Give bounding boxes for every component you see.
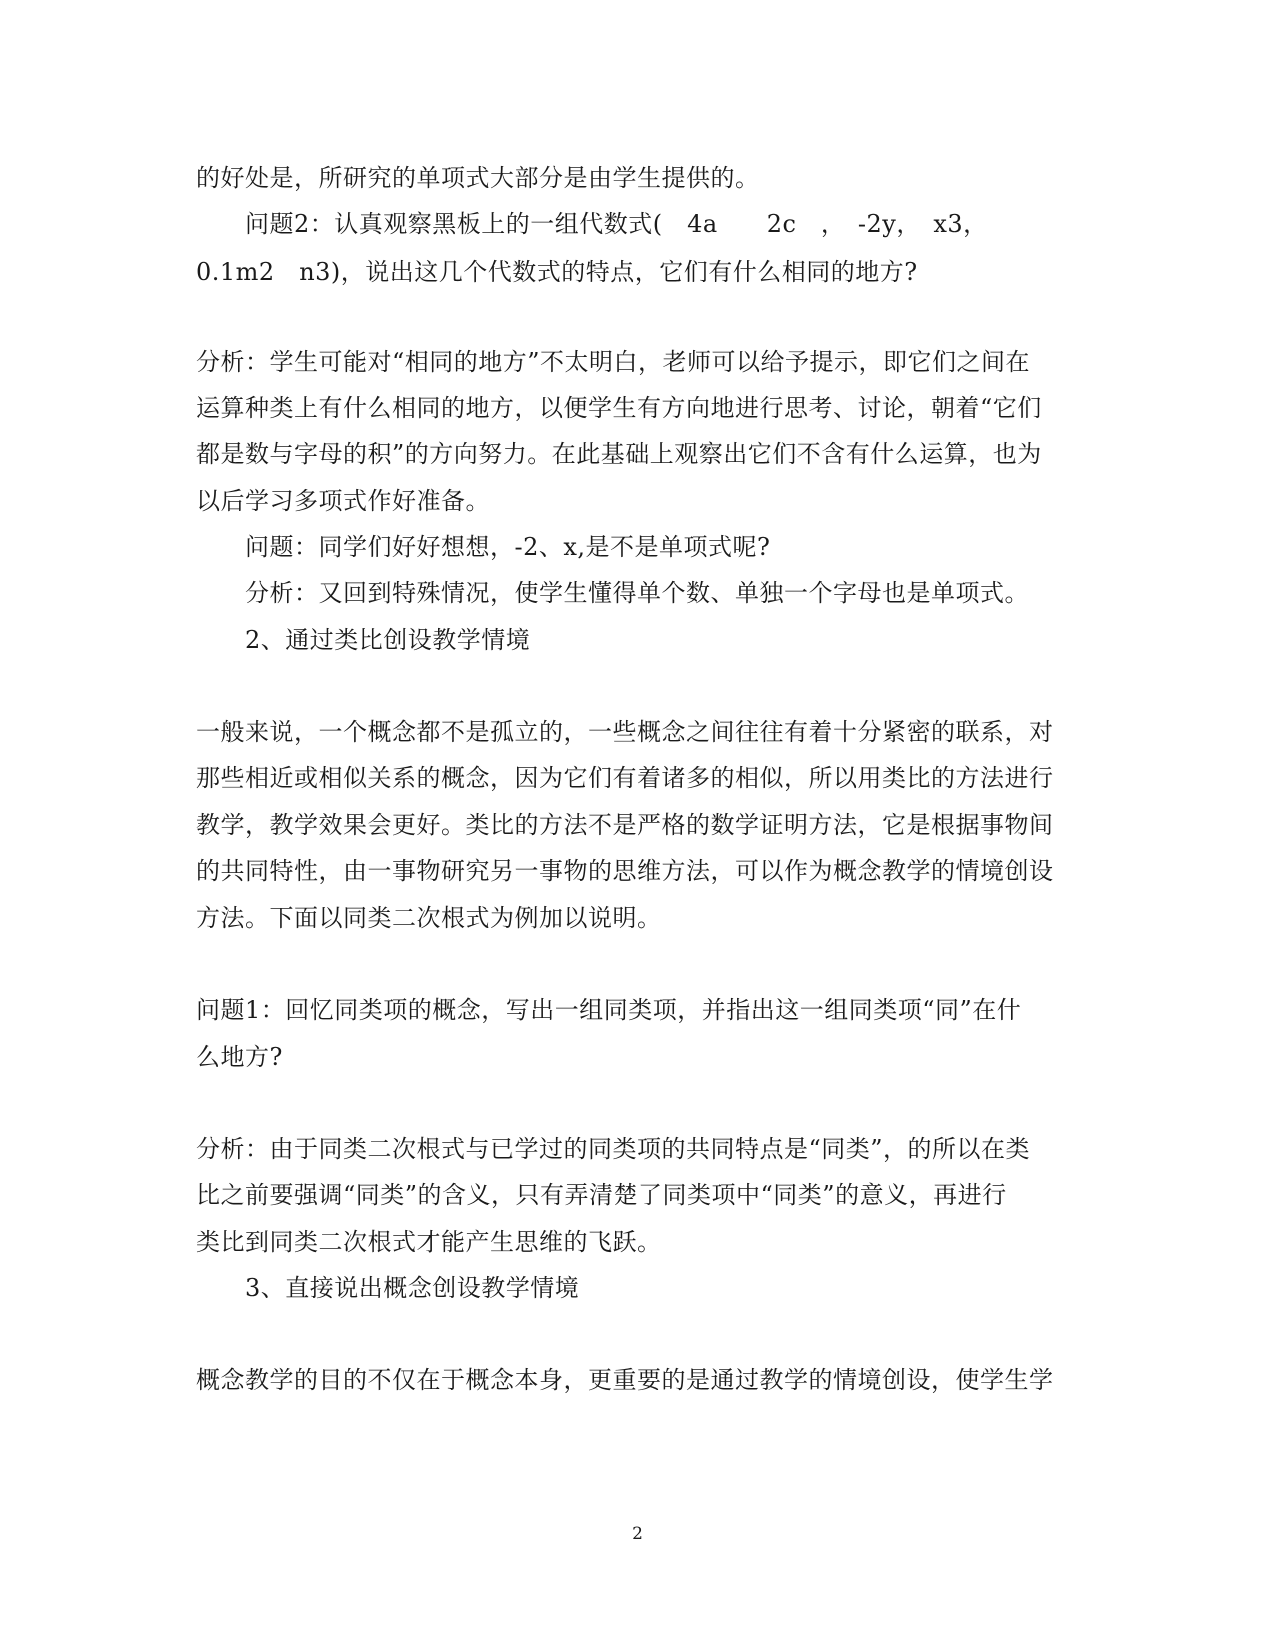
text-line: 问题2：认真观察黑板上的一组代数式( 4a 2c ， -2y， x3，: [245, 210, 988, 238]
text-line: 概念教学的目的不仅在于概念本身，更重要的是通过教学的情境创设，使学生学: [196, 1366, 1054, 1394]
text-line: 问题1：回忆同类项的概念，写出一组同类项，并指出这一组同类项“同”在什: [196, 996, 1022, 1024]
text-line: 问题：同学们好好想想，-2、x,是不是单项式呢?: [245, 533, 771, 561]
section-heading: 2、通过类比创设教学情境: [245, 626, 531, 654]
text-line: 那些相近或相似关系的概念，因为它们有着诸多的相似，所以用类比的方法进行: [196, 764, 1054, 792]
text-line: 分析：又回到特殊情况，使学生懂得单个数、单独一个字母也是单项式。: [245, 579, 1029, 607]
text-line: 分析：由于同类二次根式与已学过的同类项的共同特点是“同类”，的所以在类: [196, 1135, 1031, 1163]
section-heading: 3、直接说出概念创设教学情境: [245, 1274, 580, 1302]
text-line: 比之前要强调“同类”的含义，只有弄清楚了同类项中“同类”的意义，再进行: [196, 1181, 1007, 1209]
text-line: 类比到同类二次根式才能产生思维的飞跃。: [196, 1228, 662, 1256]
text-line: 的共同特性，由一事物研究另一事物的思维方法，可以作为概念教学的情境创设: [196, 857, 1054, 885]
page-number: 2: [632, 1524, 643, 1544]
text-line: 一般来说，一个概念都不是孤立的，一些概念之间往往有着十分紧密的联系，对: [196, 718, 1054, 746]
text-line: 教学，教学效果会更好。类比的方法不是严格的数学证明方法，它是根据事物间: [196, 811, 1054, 839]
text-line: 运算种类上有什么相同的地方，以便学生有方向地进行思考、讨论，朝着“它们: [196, 394, 1042, 422]
text-line: 都是数与字母的积”的方向努力。在此基础上观察出它们不含有什么运算，也为: [196, 440, 1042, 468]
text-line: 的好处是，所研究的单项式大部分是由学生提供的。: [196, 164, 760, 192]
text-line: 以后学习多项式作好准备。: [196, 487, 490, 515]
text-line: 么地方?: [196, 1043, 283, 1071]
text-line: 分析：学生可能对“相同的地方”不太明白，老师可以给予提示，即它们之间在: [196, 348, 1031, 376]
text-line: 方法。下面以同类二次根式为例加以说明。: [196, 904, 662, 932]
text-line: 0.1m2 n3)，说出这几个代数式的特点，它们有什么相同的地方?: [196, 258, 918, 286]
